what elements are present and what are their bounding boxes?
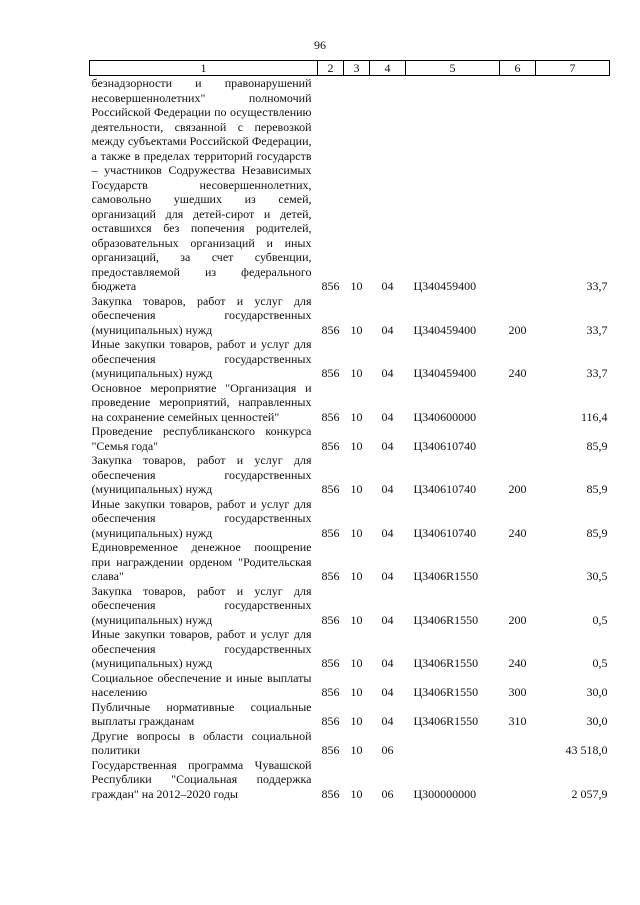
target-article-code-cell: Ц340459400	[413, 366, 477, 380]
column-header-5: 5	[406, 61, 500, 76]
expense-name-cell: Иные закупки товаров, работ и услуг для обеспечения государственных (муниципальных) нужд	[91, 496, 312, 540]
amount-cell: 33,7	[586, 279, 608, 293]
table-row	[90, 700, 610, 729]
expense-name-cell: Иные закупки товаров, работ и услуг для обеспечения государственных (муниципальных) нужд	[91, 337, 312, 380]
expense-type-code-cell: 240	[508, 656, 527, 670]
subsection-code-cell: 04	[381, 438, 394, 453]
target-article-code-cell: Ц340610740	[413, 525, 477, 540]
table-row	[90, 584, 610, 628]
expense-name-cell: Единовременное денежное поощрение при награждении орденом "Родительская слава"	[91, 540, 312, 583]
ministry-code-cell: 856	[321, 525, 340, 540]
subsection-code-cell: 04	[381, 366, 394, 380]
section-code-cell: 10	[350, 569, 363, 583]
column-header-2: 2	[318, 61, 344, 76]
amount-cell: 33,7	[586, 366, 608, 380]
expense-type-code-cell	[500, 729, 536, 758]
subsection-code-cell: 04	[381, 482, 394, 496]
target-article-code-cell	[406, 729, 500, 758]
section-code-cell: 10	[350, 656, 363, 670]
table-row	[90, 627, 610, 671]
subsection-code-cell: 06	[381, 743, 394, 757]
target-article-code-cell: Ц340600000	[413, 409, 477, 424]
page-number: 96	[314, 38, 326, 52]
expense-type-code-cell	[500, 540, 536, 584]
amount-cell: 43 518,0	[565, 743, 608, 757]
expense-type-code-cell	[500, 424, 536, 453]
section-code-cell: 10	[350, 279, 363, 293]
section-code-cell: 10	[350, 714, 363, 728]
ministry-code-cell: 856	[321, 279, 340, 293]
section-code-cell: 10	[350, 685, 363, 699]
section-code-cell: 10	[350, 525, 363, 540]
amount-cell: 116,4	[580, 409, 608, 424]
subsection-code-cell: 04	[381, 322, 394, 337]
expense-name-cell: безнадзорности и правонарушений несовершеннолетних" полномочий Российской Федерации по осуществлению деятельности, связанной с перевозкой между субъектами Российской Федерации, а также в пределах территорий государств – участников Содружества Независимых Государств несовершеннолетних, самовольно ушедших из семей, организаций для детей-сирот и детей, оставшихся без попечения родителей, образовательных организаций и иных организаций, за счет субвенции, предоставляемой из федерального бюджета	[91, 76, 312, 293]
amount-cell: 85,9	[586, 482, 608, 496]
target-article-code-cell: Ц300000000	[413, 786, 477, 801]
table-row	[90, 337, 610, 381]
amount-cell: 30,0	[586, 714, 608, 728]
amount-cell: 2 057,9	[571, 786, 608, 801]
expense-type-code-cell: 300	[508, 685, 527, 699]
section-code-cell: 10	[350, 612, 363, 627]
expense-name-cell: Закупка товаров, работ и услуг для обеспечения государственных (муниципальных) нужд	[91, 583, 312, 627]
target-article-code-cell: Ц340610740	[413, 482, 477, 496]
expense-type-code-cell	[500, 758, 536, 802]
column-number-header-row	[90, 61, 610, 76]
section-code-cell: 10	[350, 438, 363, 453]
table-row	[90, 76, 610, 294]
expense-name-cell: Закупка товаров, работ и услуг для обеспечения государственных (муниципальных) нужд	[91, 293, 312, 337]
column-header-7: 7	[536, 61, 610, 76]
expense-type-code-cell: 240	[508, 525, 527, 540]
table-row	[90, 497, 610, 541]
amount-cell: 30,5	[586, 569, 608, 583]
target-article-code-cell: Ц3406R1550	[413, 569, 479, 583]
expense-type-code-cell: 200	[508, 482, 527, 496]
ministry-code-cell: 856	[321, 743, 340, 757]
table-row	[90, 294, 610, 338]
expense-name-cell: Социальное обеспечение и иные выплаты населению	[91, 670, 312, 699]
section-code-cell: 10	[350, 786, 363, 801]
section-code-cell: 10	[350, 743, 363, 757]
column-header-6: 6	[500, 61, 536, 76]
ministry-code-cell: 856	[321, 409, 340, 424]
amount-cell: 0,5	[592, 612, 608, 627]
ministry-code-cell: 856	[321, 366, 340, 380]
section-code-cell: 10	[350, 366, 363, 380]
ministry-code-cell: 856	[321, 438, 340, 453]
table-row	[90, 758, 610, 802]
expense-type-code-cell: 310	[508, 714, 527, 728]
table-row	[90, 424, 610, 453]
section-code-cell: 10	[350, 482, 363, 496]
section-code-cell: 10	[350, 409, 363, 424]
expense-type-code-cell: 200	[508, 612, 527, 627]
expense-name-cell: Другие вопросы в области социальной политики	[91, 728, 312, 757]
ministry-code-cell: 856	[321, 714, 340, 728]
amount-cell: 85,9	[586, 525, 608, 540]
column-header-4: 4	[370, 61, 406, 76]
subsection-code-cell: 04	[381, 409, 394, 424]
target-article-code-cell: Ц3406R1550	[413, 612, 479, 627]
column-header-3: 3	[344, 61, 370, 76]
ministry-code-cell: 856	[321, 482, 340, 496]
amount-cell: 0,5	[592, 656, 608, 670]
expense-type-code-cell	[500, 381, 536, 425]
ministry-code-cell: 856	[321, 685, 340, 699]
ministry-code-cell: 856	[321, 322, 340, 337]
subsection-code-cell: 04	[381, 612, 394, 627]
subsection-code-cell: 04	[381, 685, 394, 699]
budget-table	[89, 60, 610, 801]
table-row	[90, 381, 610, 425]
amount-cell: 30,0	[586, 685, 608, 699]
target-article-code-cell: Ц340459400	[413, 279, 477, 293]
expense-name-cell: Закупка товаров, работ и услуг для обеспечения государственных (муниципальных) нужд	[91, 453, 312, 496]
amount-cell: 33,7	[586, 322, 608, 337]
target-article-code-cell: Ц340610740	[413, 438, 477, 453]
subsection-code-cell: 04	[381, 525, 394, 540]
target-article-code-cell: Ц3406R1550	[413, 656, 479, 670]
expense-name-cell: Публичные нормативные социальные выплаты гражданам	[91, 699, 312, 728]
expense-type-code-cell: 240	[508, 366, 527, 380]
expense-name-cell: Основное мероприятие "Организация и проведение мероприятий, направленных на сохранение семейных ценностей"	[91, 380, 312, 424]
subsection-code-cell: 06	[381, 786, 394, 801]
target-article-code-cell: Ц340459400	[413, 322, 477, 337]
expense-name-cell: Иные закупки товаров, работ и услуг для обеспечения государственных (муниципальных) нужд	[91, 627, 312, 670]
ministry-code-cell: 856	[321, 569, 340, 583]
column-header-1: 1	[90, 61, 318, 76]
ministry-code-cell: 856	[321, 612, 340, 627]
ministry-code-cell: 856	[321, 786, 340, 801]
subsection-code-cell: 04	[381, 656, 394, 670]
table-row	[90, 671, 610, 700]
section-code-cell: 10	[350, 322, 363, 337]
target-article-code-cell: Ц3406R1550	[413, 685, 479, 699]
table-row	[90, 540, 610, 584]
expense-type-code-cell	[500, 76, 536, 294]
table-row	[90, 729, 610, 758]
expense-type-code-cell: 200	[508, 322, 527, 337]
ministry-code-cell: 856	[321, 656, 340, 670]
table-row	[90, 453, 610, 497]
subsection-code-cell: 04	[381, 279, 394, 293]
subsection-code-cell: 04	[381, 714, 394, 728]
expense-name-cell: Государственная программа Чувашской Республики "Социальная поддержка граждан" на 2012–2020 годы	[91, 757, 312, 801]
target-article-code-cell: Ц3406R1550	[413, 714, 479, 728]
amount-cell: 85,9	[586, 438, 608, 453]
expense-name-cell: Проведение республиканского конкурса "Семья года"	[91, 424, 312, 453]
subsection-code-cell: 04	[381, 569, 394, 583]
